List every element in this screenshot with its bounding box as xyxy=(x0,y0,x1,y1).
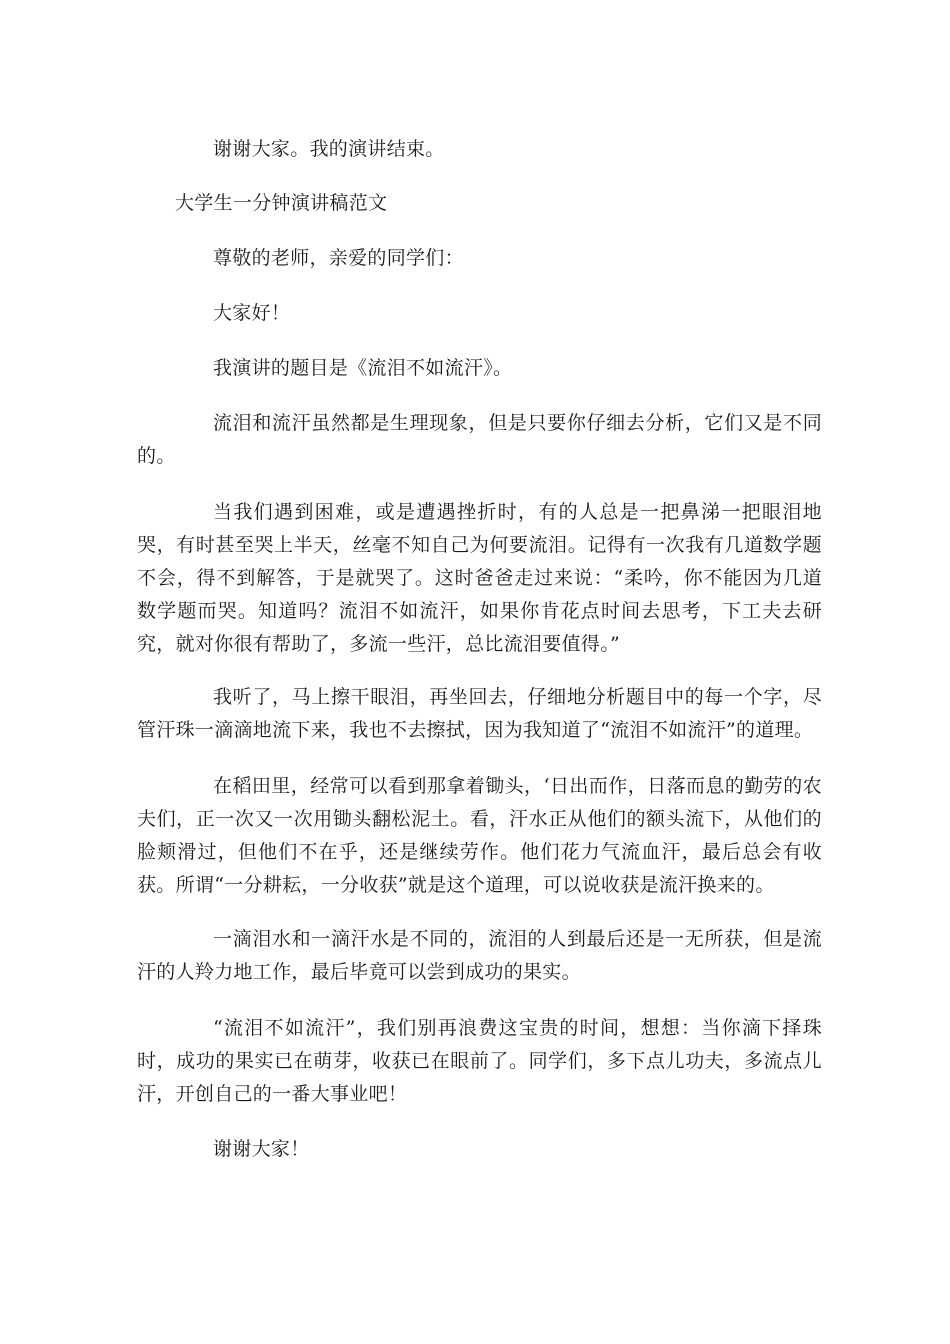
speech-topic: 我演讲的题目是《流泪不如流汗》。 xyxy=(213,357,513,379)
section-title: 大学生一分钟演讲稿范文 xyxy=(175,192,388,214)
body-paragraph: 我听了，马上擦干眼泪，再坐回去，仔细地分析题目中的每一个字，尽管汗珠一滴滴地流下来，我也不去擦拭，因为我知道了“流泪不如流汗”的道理。 xyxy=(137,686,822,741)
body-paragraph: 流泪和流汗虽然都是生理现象，但是只要你仔细去分析，它们又是不同的。 xyxy=(137,412,822,467)
body-paragraph: 在稻田里，经常可以看到那拿着锄头，‘日出而作，日落而息的勤劳的农夫们，正一次又一次用锄头翻松泥土。看，汗水正从他们的额头流下，从他们的脸颊滑过，但他们不在乎，还是继续劳作。他们花力气流血汗，最后总会有收获。所谓“一分耕耘，一分收获”就是这个道理，可以说收获是流汗换来的。 xyxy=(137,775,822,896)
greeting: 大家好！ xyxy=(213,302,291,324)
body-paragraph: 一滴泪水和一滴汗水是不同的，流泪的人到最后还是一无所获，但是流汗的人羚力地工作，最后毕竟可以尝到成功的果实。 xyxy=(137,928,822,983)
closing-thanks: 谢谢大家！ xyxy=(213,1138,310,1160)
salutation: 尊敬的老师，亲爱的同学们： xyxy=(213,247,464,269)
body-paragraph: 当我们遇到困难，或是遭遇挫折时，有的人总是一把鼻涕一把眼泪地哭，有时甚至哭上半天，丝毫不知自己为何要流泪。记得有一次我有几道数学题不会，得不到解答，于是就哭了。这时爸爸走过来说：“柔吟，你不能因为几道数学题而哭。知道吗？流泪不如流汗，如果你肯花点时间去思考，下工夫去研究，就对你很有帮助了，多流一些汗，总比流泪要值得。” xyxy=(137,501,822,655)
closing-line: 谢谢大家。我的演讲结束。 xyxy=(213,138,445,160)
body-paragraph: “流泪不如流汗”，我们别再浪费这宝贵的时间，想想：当你滴下择珠时，成功的果实已在萌芽，收获已在眼前了。同学们，多下点儿功夫，多流点儿汗，开创自己的一番大事业吧！ xyxy=(137,1017,822,1105)
